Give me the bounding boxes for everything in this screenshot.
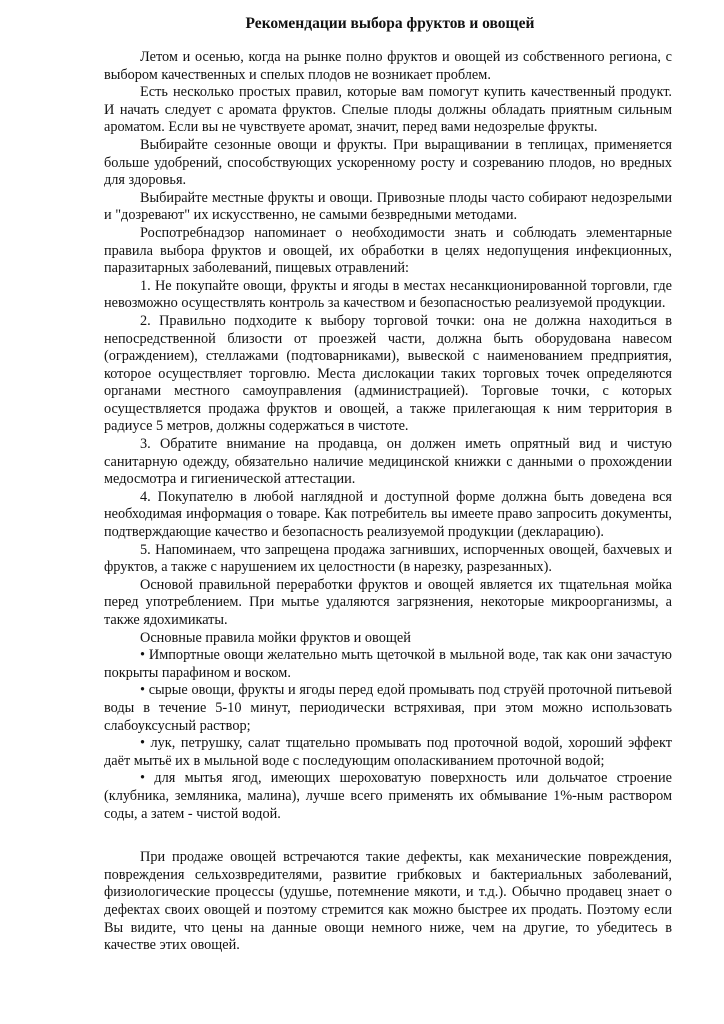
document-page [104, 14, 672, 955]
rule-4: 4. Покупателю в любой наглядной и доступной форме должна быть доведена вся необходимая информация о товаре. Как потребитель вы имеете право запросить документы, подтверждающие качество и безопасность реализуемой продукции (декларацию). [104, 488, 672, 541]
paragraph-aroma: Есть несколько простых правил, которые вам помогут купить качественный продукт. И начать следует с аромата фруктов. Спелые плоды должны обладать приятным сильным ароматом. Если вы не чувствуете аромат, значит, перед вами недозрелые фрукты. [104, 84, 672, 136]
bullet-greens: • лук, петрушку, салат тщательно промывать под проточной водой, хороший эффект даёт мытьё их в мыльной воде с последующим ополаскиванием проточной водой; [104, 735, 672, 769]
rule-2: 2. Правильно подходите к выбору торговой точки: она не должна находиться в непосредственной близости от проезжей части, должна быть оборудована навесом (ограждением), стеллажами (подтоварниками), вывеской с наименованием предприятия, которое осуществляет торговлю. Места дислокации таких торговых точек определяются органами местного самоуправления (администрацией). Торговые точки, с которых осуществляется продажа фруктов и овощей, а также прилегающая к ним территория в радиусе 5 метров, должны содержаться в чистоте. [104, 312, 672, 435]
paragraph-seasonal: Выбирайте сезонные овощи и фрукты. При выращивании в теплицах, применяется больше удобрений, способствующих ускоренному росту и созреванию плодов, но вредных для здоровья. [104, 136, 672, 189]
paragraph-intro: Летом и осенью, когда на рынке полно фруктов и овощей из собственного региона, с выбором качественных и спелых плодов не возникает проблем. [104, 49, 672, 83]
washing-rules-heading: Основные правила мойки фруктов и овощей [140, 629, 411, 646]
bullet-raw: • сырые овощи, фрукты и ягоды перед едой промывать под струёй проточной питьевой воды в течение 5-10 минут, периодически встряхивая, при этом можно использовать слабоуксусный раствор; [104, 682, 672, 734]
bullet-imported: • Импортные овощи желательно мыть щеточкой в мыльной воде, так как они зачастую покрыты парафином и воском. [104, 647, 672, 681]
paragraph-rospotrebnadzor: Роспотребнадзор напоминает о необходимости знать и соблюдать элементарные правила выбора фруктов и овощей, их обработки в целях недопущения инфекционных, паразитарных заболеваний, пищевых отравлений: [104, 224, 672, 277]
rule-3: 3. Обратите внимание на продавца, он должен иметь опрятный вид и чистую санитарную одежду, обязательно наличие медицинской книжки с данными о прохождении медосмотра и гигиенической аттестации. [104, 436, 672, 488]
paragraph-defects: При продаже овощей встречаются такие дефекты, как механические повреждения, повреждения сельхозвредителями, развитие грибковых и бактериальных заболеваний, физиологические процессы (удушье, потемнение мякоти, и т.д.). Обычно продавец знает о дефектах своих овощей и поэтому стремится как можно быстрее их продать. Поэтому если Вы видите, что цены на данные овощи немного ниже, чем на другие, то убедитесь в качестве этих овощей. [104, 849, 672, 954]
paragraph-gap [104, 823, 672, 849]
rule-1: 1. Не покупайте овощи, фрукты и ягоды в местах несанкционированной торговли, где невозможно осуществлять контроль за качеством и безопасностью реализуемой продукции. [104, 277, 672, 312]
bullet-berries: • для мытья ягод, имеющих шероховатую поверхность или дольчатое строение (клубника, земляника, малина), лучше всего применять их обмывание 1%-ным раствором соды, а затем - чистой водой. [104, 770, 672, 822]
paragraph-washing: Основой правильной переработки фруктов и овощей является их тщательная мойка перед употреблением. При мытье удаляются загрязнения, некоторые микроорганизмы, а также ядохимикаты. [104, 576, 672, 628]
rule-5: 5. Напоминаем, что запрещена продажа загнивших, испорченных овощей, бахчевых и фруктов, а также с нарушением их целостности (в нарезку, разрезанных). [104, 541, 672, 576]
paragraph-local: Выбирайте местные фрукты и овощи. Привозные плоды часто собирают недозрелыми и "дозревают" их искусственно, не самыми безвредными методами. [104, 189, 672, 224]
document-title: Рекомендации выбора фруктов и овощей [245, 15, 535, 32]
